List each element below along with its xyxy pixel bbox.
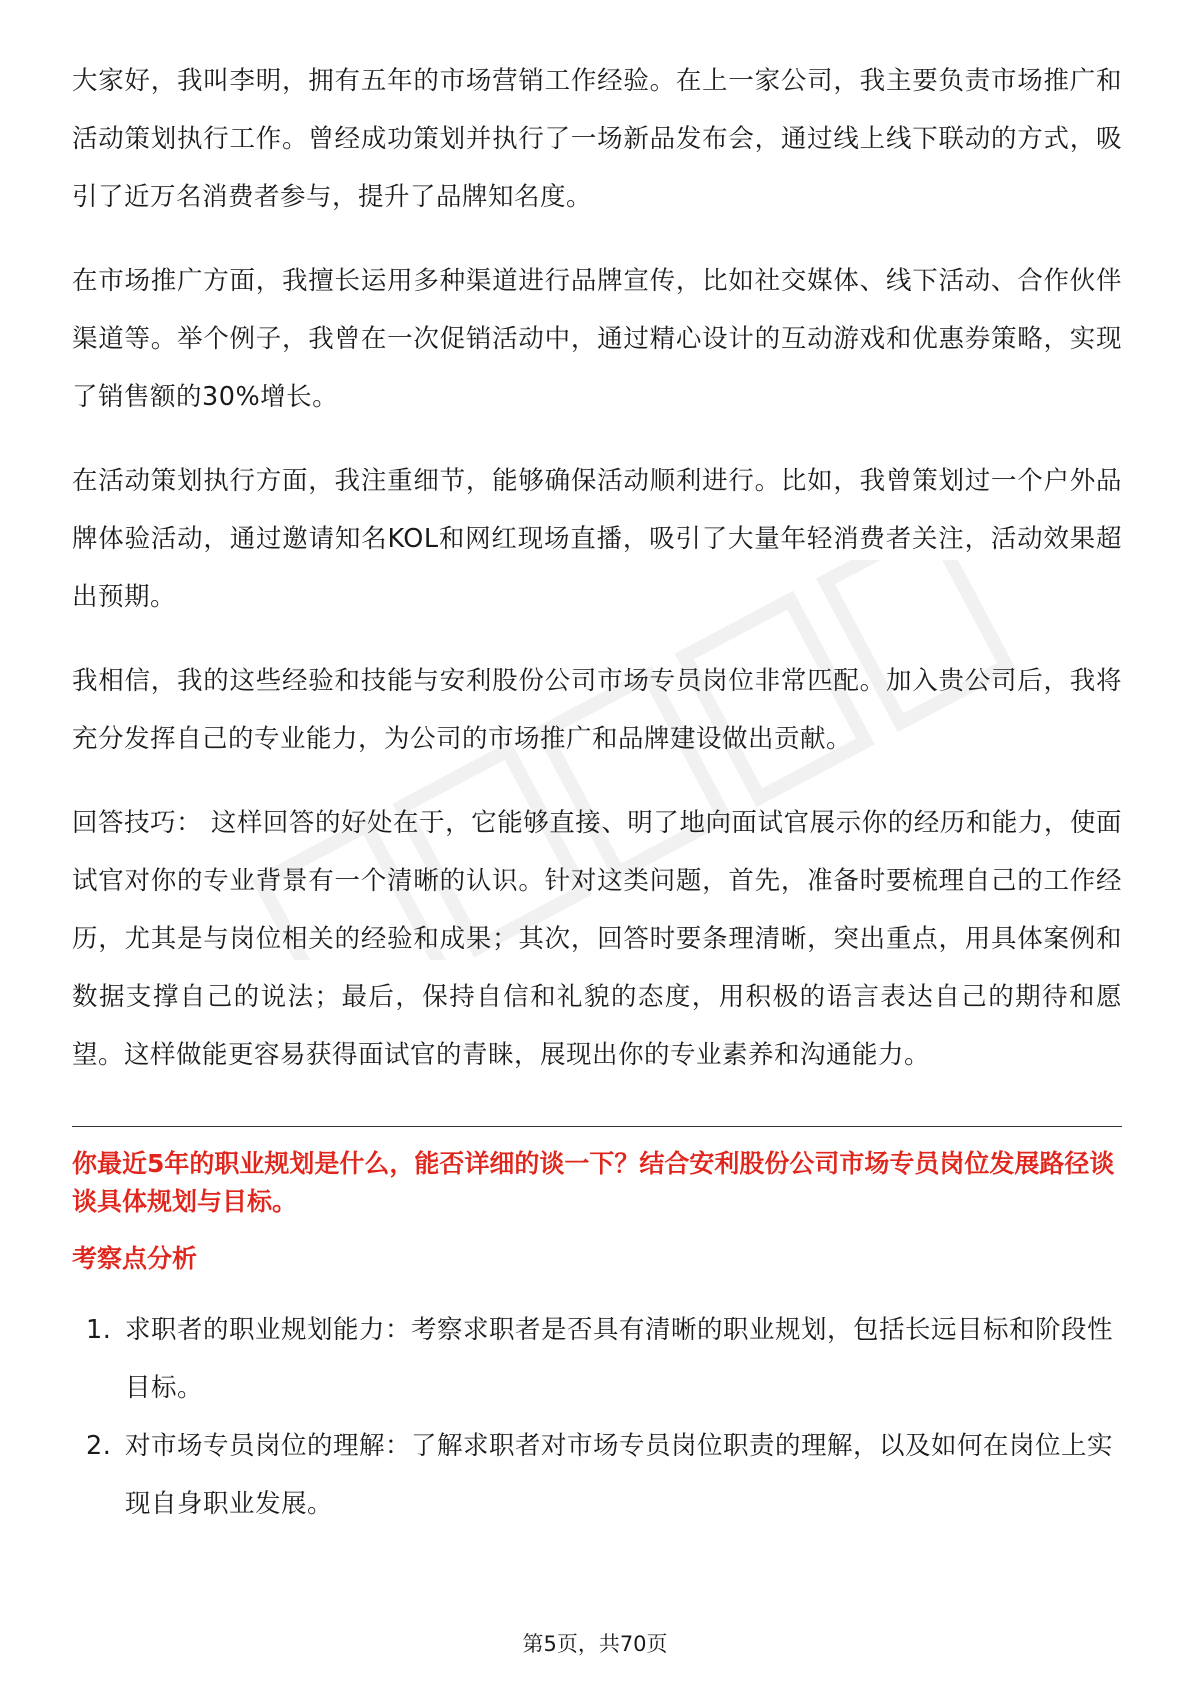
paragraph-conclusion: 我相信，我的这些经验和技能与安利股份公司市场专员岗位非常匹配。加入贵公司后，我将充分发挥自己的专业能力，为公司的市场推广和品牌建设做出贡献。 [72,666,1122,754]
interview-question: 你最近5年的职业规划是什么，能否详细的谈一下？结合安利股份公司市场专员岗位发展路径谈谈具体规划与目标。 [72,1149,1115,1216]
list-item [72,1301,1122,1417]
paragraph-tips: 回答技巧： 这样回答的好处在于，它能够直接、明了地向面试官展示你的经历和能力，使面试官对你的专业背景有一个清晰的认识。针对这类问题，首先，准备时要梳理自己的工作经历，尤其是与岗位相关的经验和成果；其次，回答时要条理清晰，突出重点，用具体案例和数据支撑自己的说法；最后，保持自信和礼貌的态度，用积极的语言表达自己的期待和愿望。这样做能更容易获得面试官的青睐，展现出你的专业素养和沟通能力。 [72,808,1122,1070]
list-text: 对市场专员岗位的理解：了解求职者对市场专员岗位职责的理解，以及如何在岗位上实现自身职业发展。 [125,1431,1114,1519]
section-title: 考察点分析 [72,1244,198,1273]
list-item [72,1417,1122,1533]
paragraph-intro: 大家好，我叫李明，拥有五年的市场营销工作经验。在上一家公司，我主要负责市场推广和活动策划执行工作。曾经成功策划并执行了一场新品发布会，通过线上线下联动的方式，吸引了近万名消费者参与，提升了品牌知名度。 [72,66,1122,212]
paragraph-marketing: 在市场推广方面，我擅长运用多种渠道进行品牌宣传，比如社交媒体、线下活动、合作伙伴渠道等。举个例子，我曾在一次促销活动中，通过精心设计的互动游戏和优惠券策略，实现了销售额的30%增长。 [72,266,1122,412]
section-divider [72,1126,1122,1127]
paragraph-events: 在活动策划执行方面，我注重细节，能够确保活动顺利进行。比如，我曾策划过一个户外品牌体验活动，通过邀请知名KOL和网红现场直播，吸引了大量年轻消费者关注，活动效果超出预期。 [72,466,1122,612]
analysis-list [72,1301,1122,1533]
list-number: 2. [86,1431,112,1461]
list-text: 求职者的职业规划能力：考察求职者是否具有清晰的职业规划，包括长远目标和阶段性目标。 [125,1315,1114,1403]
list-number: 1. [86,1315,112,1345]
document-page [72,52,1122,1533]
page-footer: 第5页，共70页 [522,1632,668,1656]
